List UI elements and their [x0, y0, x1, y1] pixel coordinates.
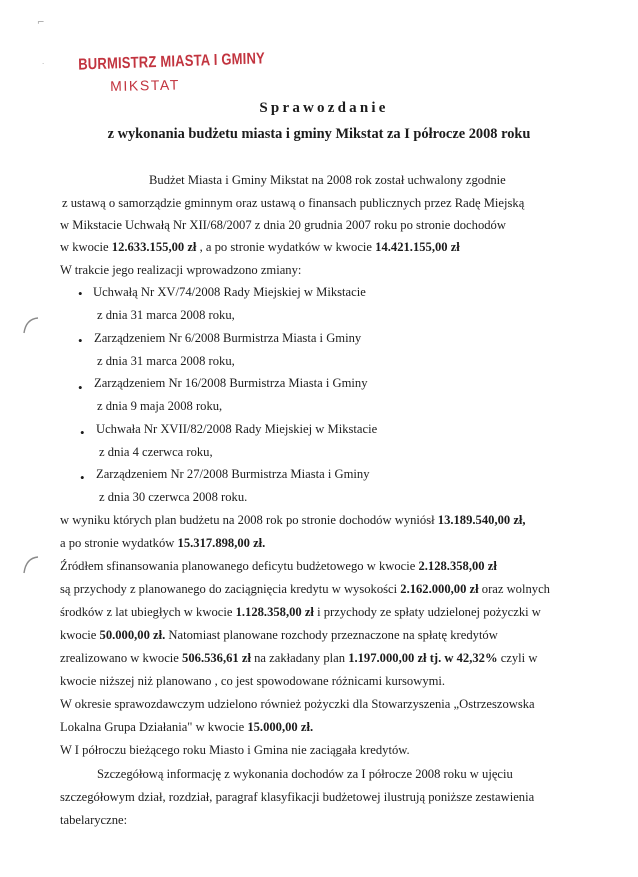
change-act: Zarządzeniem Nr 6/2008 Burmistrza Miasta i Gminy: [94, 331, 362, 345]
change-act: Zarządzeniem Nr 16/2008 Burmistrza Miasta i Gminy: [94, 376, 368, 390]
deficit-text: na zakładany plan: [250, 651, 349, 665]
deficit-text: kwocie: [60, 628, 100, 642]
details-line-3: tabelaryczne:: [60, 813, 128, 827]
planned-expenses-amount: 14.421.155,00 zł: [375, 240, 460, 254]
loan-line-2: [60, 720, 313, 735]
change-date: z dnia 31 marca 2008 roku,: [97, 354, 235, 368]
loan-line-1: W okresie sprawozdawczym udzielono również pożyczki dla Stowarzyszenia „Ostrzeszowska: [60, 697, 535, 711]
result-line-1: [60, 513, 526, 528]
bullet-icon: •: [80, 425, 85, 440]
change-act: Zarządzeniem Nr 27/2008 Burmistrza Miasta i Gminy: [96, 467, 370, 481]
result-text: a po stronie wydatków: [60, 536, 178, 550]
intro-line-2: z ustawą o samorządzie gminnym oraz ustawą o finansach publicznych przez Radę Miejską: [62, 196, 525, 210]
planned-repayment-amount: 1.197.000,00 zł tj. w 42,32%: [348, 651, 498, 665]
margin-arc-mark: [18, 313, 42, 337]
change-date: z dnia 30 czerwca 2008 roku.: [99, 490, 248, 504]
margin-arc-mark: [16, 553, 40, 577]
bullet-icon: •: [80, 470, 85, 485]
deficit-text: Źródłem sfinansowania planowanego deficytu budżetowego w kwocie: [60, 559, 419, 573]
deficit-text: i przychody ze spłaty udzielonej pożyczki w: [313, 605, 541, 619]
intro-line-3: w Mikstacie Uchwałą Nr XII/68/2007 z dnia 20 grudnia 2007 roku po stronie dochodów: [60, 218, 506, 232]
result-text: w wyniku których plan budżetu na 2008 rok po stronie dochodów wyniósł: [60, 513, 438, 527]
deficit-line-6: kwocie niższej niż planowano , co jest spowodowane różnicami kursowymi.: [60, 674, 446, 688]
loan-text: Lokalna Grupa Działania" w kwocie: [60, 720, 248, 734]
intro-text: , a po stronie wydatków w kwocie: [196, 240, 376, 254]
deficit-text: zrealizowano w kwocie: [60, 651, 183, 665]
result-line-2: [60, 536, 265, 551]
planned-income-amount: 12.633.155,00 zł: [111, 240, 197, 254]
deficit-line-1: [60, 559, 497, 574]
bullet-icon: •: [78, 286, 83, 301]
loan-repayment-amount: 50.000,00 zł.: [99, 628, 166, 642]
repaid-amount: 506.536,61 zł: [182, 651, 251, 665]
deficit-amount: 2.128.358,00 zł: [418, 559, 497, 573]
deficit-text: Natomiast planowane rozchody przeznaczone na spłatę kredytów: [165, 628, 498, 642]
change-date: z dnia 9 maja 2008 roku,: [97, 399, 223, 413]
details-line-2: szczegółowym dział, rozdział, paragraf klasyfikacji budżetowej ilustrują poniższe zestawienia: [60, 790, 535, 804]
scan-mark: ⌐: [37, 18, 45, 28]
deficit-text: środków z lat ubiegłych w kwocie: [60, 605, 236, 619]
document-subtitle: z wykonania budżetu miasta i gminy Mikstat za I półrocze 2008 roku: [107, 126, 531, 142]
change-date: z dnia 31 marca 2008 roku,: [97, 308, 235, 322]
deficit-text: czyli w: [497, 651, 538, 665]
revised-expenses-amount: 15.317.898,00 zł.: [177, 536, 266, 550]
bullet-icon: •: [78, 380, 83, 395]
change-date: z dnia 4 czerwca roku,: [99, 445, 213, 459]
deficit-text: oraz wolnych: [478, 582, 550, 596]
bullet-icon: •: [78, 333, 83, 348]
deficit-line-5: [60, 651, 537, 666]
revised-income-amount: 13.189.540,00 zł,: [437, 513, 526, 527]
scan-mark: ·: [42, 60, 45, 68]
office-stamp-line2: MIKSTAT: [110, 76, 181, 94]
intro-line-4: [60, 240, 460, 255]
deficit-line-3: [60, 605, 541, 620]
intro-text: w kwocie: [60, 240, 112, 254]
deficit-text: są przychody z planowanego do zaciągnięcia kredytu w wysokości: [60, 582, 401, 596]
deficit-line-2: [60, 582, 550, 597]
credit-amount: 2.162.000,00 zł: [400, 582, 479, 596]
office-stamp-line1: BURMISTRZ MIASTA I GMINY: [78, 48, 266, 74]
document-title: Sprawozdanie: [259, 100, 389, 116]
intro-line-5: W trakcie jego realizacji wprowadzono zmiany:: [60, 263, 302, 277]
intro-line-1: Budżet Miasta i Gminy Mikstat na 2008 rok został uchwalony zgodnie: [149, 173, 506, 187]
deficit-line-4: [60, 628, 498, 643]
credit-note: W I półroczu bieżącego roku Miasto i Gmina nie zaciągała kredytów.: [60, 743, 410, 757]
change-act: Uchwałą Nr XV/74/2008 Rady Miejskiej w Mikstacie: [93, 285, 366, 299]
free-funds-amount: 1.128.358,00 zł: [235, 605, 314, 619]
loan-amount: 15.000,00 zł.: [247, 720, 314, 734]
change-act: Uchwała Nr XVII/82/2008 Rady Miejskiej w Mikstacie: [96, 422, 378, 436]
details-line-1: Szczegółową informację z wykonania dochodów za I półrocze 2008 roku w ujęciu: [97, 767, 513, 781]
